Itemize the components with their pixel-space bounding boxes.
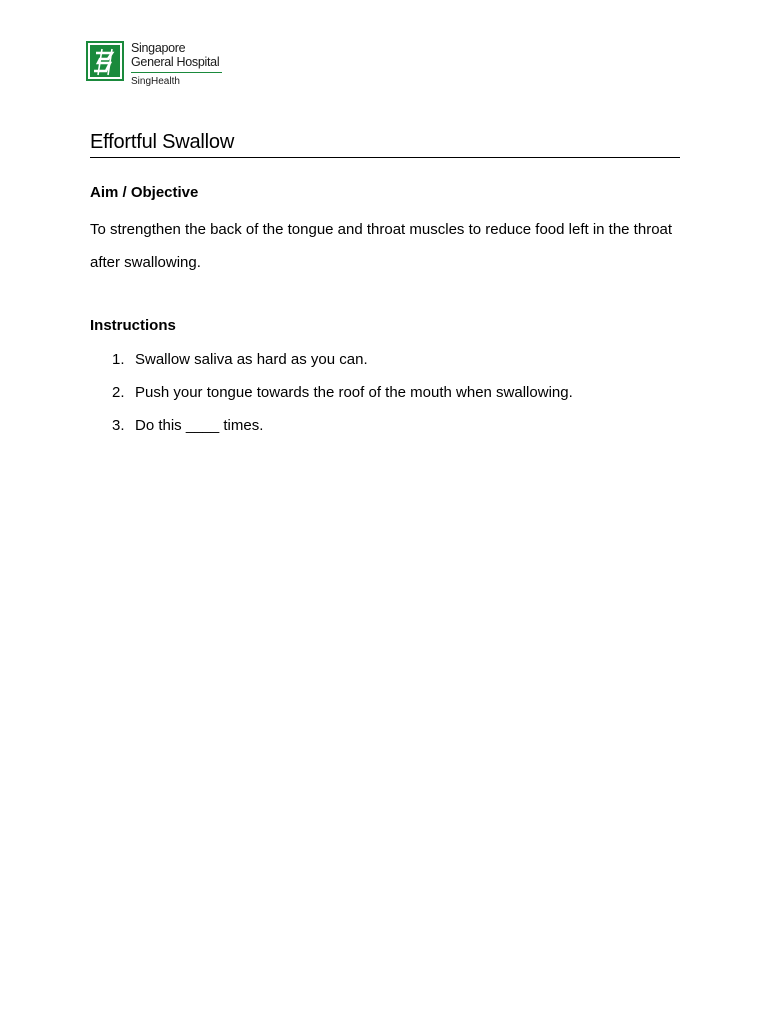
list-item	[90, 379, 690, 412]
title-divider	[90, 157, 680, 158]
logo-subtitle: SingHealth	[131, 76, 180, 87]
list-item-number: 1.	[112, 351, 125, 368]
aim-text: To strengthen the back of the tongue and throat muscles to reduce food left in the throat after swallowing.	[90, 221, 673, 271]
logo-line-2: General Hospital	[131, 55, 220, 69]
list-item-text: Swallow saliva as hard as you can.	[135, 351, 368, 368]
instructions-heading: Instructions	[90, 317, 176, 334]
logo-divider	[131, 72, 222, 73]
list-item	[90, 412, 690, 445]
logo-text	[131, 41, 219, 69]
sgh-logo-icon	[86, 41, 124, 81]
instructions-list	[90, 346, 690, 445]
list-item-text: Push your tongue towards the roof of the mouth when swallowing.	[135, 384, 573, 401]
aim-heading: Aim / Objective	[90, 184, 199, 201]
list-item-number: 2.	[112, 384, 125, 401]
list-item-number: 3.	[112, 417, 125, 434]
list-item	[90, 346, 690, 379]
list-item-text: Do this ____ times.	[135, 417, 264, 434]
page-title: Effortful Swallow	[90, 131, 235, 153]
hospital-logo	[86, 41, 226, 91]
logo-line-1: Singapore	[131, 41, 186, 55]
